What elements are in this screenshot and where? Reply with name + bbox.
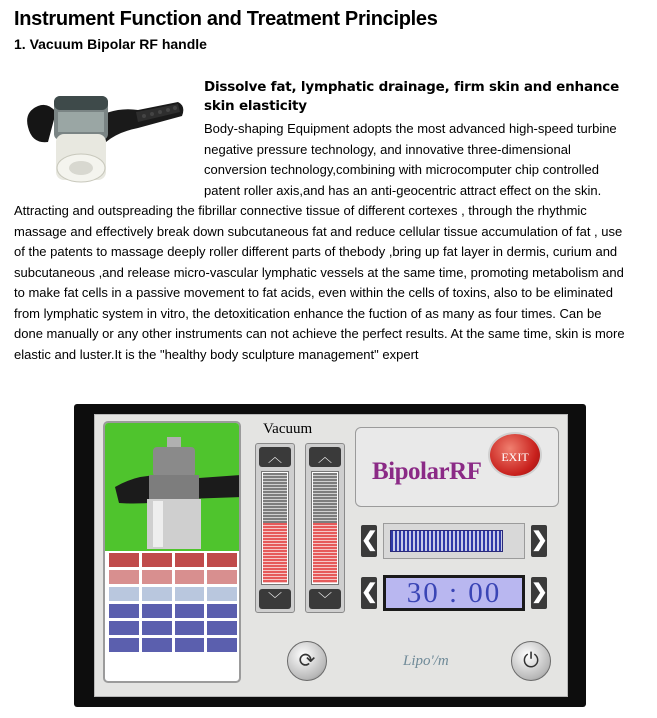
zone-cell[interactable] — [142, 587, 172, 601]
body-line: massage and effectively break down subcutaneous fat and reduce cellular tissue accumulation of fat , use — [14, 223, 623, 239]
level-fill — [263, 523, 287, 584]
page-title: Instrument Function and Treatment Principles — [14, 8, 438, 30]
zone-cell[interactable] — [142, 604, 172, 618]
level-fill — [313, 523, 337, 584]
zone-cell[interactable] — [207, 604, 237, 618]
timer-increase-button[interactable]: ❯ — [531, 577, 547, 609]
zone-grid-row — [109, 621, 237, 635]
body-line: done manually or any other instruments can not achieve the perfect results. At the same time, skin is more — [14, 326, 625, 341]
vacuum-column-right — [305, 443, 345, 613]
touch-screen — [94, 414, 568, 697]
zone-cell[interactable] — [109, 604, 139, 618]
zone-cell[interactable] — [142, 638, 172, 652]
level-empty — [313, 473, 337, 523]
intro-line: negative pressure technology, and innovative three-dimensional — [204, 141, 571, 157]
body-line: of the patents to massage deeply roller different parts of thebody ,bring up fat layer in dermis, curium and — [14, 244, 618, 259]
section-subtitle: 1. Vacuum Bipolar RF handle — [14, 36, 207, 52]
body-line: from lymphatic system in vitro, the detoxitication enhance the fuction of as many as four times. Can be — [14, 305, 602, 321]
timer-display-frame — [383, 575, 525, 611]
zone-grid-row — [109, 638, 237, 652]
zone-cell[interactable] — [109, 553, 139, 567]
vacuum-up-button[interactable]: ︿ — [309, 447, 341, 467]
power-button[interactable] — [511, 641, 551, 681]
vacuum-down-button[interactable]: ﹀ — [259, 589, 291, 609]
zone-cell[interactable] — [207, 587, 237, 601]
intro-paragraph — [204, 119, 649, 201]
zone-cell[interactable] — [175, 604, 205, 618]
body-line: elastic and luster.It is the "healthy body sculpture management" expert — [14, 346, 419, 362]
handle-preview-icon — [105, 431, 241, 553]
refresh-button[interactable] — [287, 641, 327, 681]
vacuum-label: Vacuum — [263, 421, 313, 437]
brand-panel — [355, 427, 559, 507]
vacuum-level-bar — [261, 471, 289, 585]
refresh-icon: ⟳ — [298, 650, 316, 672]
level-empty — [263, 473, 287, 523]
zone-cell[interactable] — [207, 638, 237, 652]
zone-cell[interactable] — [109, 621, 139, 635]
zone-cell[interactable] — [142, 553, 172, 567]
zone-cell[interactable] — [207, 621, 237, 635]
body-line: subcutaneous ,and release micro-vascular lymphatic vessels at the same time, promoting metabolism and — [14, 264, 624, 280]
vacuum-down-button[interactable]: ﹀ — [309, 589, 341, 609]
device-control-screen — [74, 404, 586, 707]
power-icon: ⏻ — [523, 650, 539, 672]
zone-grid-row — [109, 553, 237, 567]
intro-line: conversion technology,combining with microcomputer chip controlled — [204, 162, 600, 177]
zone-cell[interactable] — [175, 570, 205, 584]
vacuum-handle-image — [18, 72, 188, 197]
intensity-slider[interactable] — [383, 523, 525, 559]
timer-display: 30 : 00 — [386, 578, 522, 608]
section-heading: Dissolve fat, lymphatic drainage, firm skin and enhance skin elasticity — [204, 79, 620, 114]
zone-grid-row — [109, 570, 237, 584]
handle-preview-panel — [103, 421, 241, 683]
intro-line: patent roller axis,and has an anti-geocentric attract effect on the skin. — [204, 182, 602, 198]
zone-cell[interactable] — [109, 570, 139, 584]
zone-cell[interactable] — [142, 570, 172, 584]
vacuum-level-bar — [311, 471, 339, 585]
zone-cell[interactable] — [109, 638, 139, 652]
zone-cell[interactable] — [207, 570, 237, 584]
body-line: to make fat cells in a passive movement to fat acids, even within the cells of toxins, also to be eliminated — [14, 285, 614, 300]
zone-cell[interactable] — [109, 587, 139, 601]
exit-button[interactable]: EXIT — [488, 432, 542, 478]
zone-cell[interactable] — [142, 621, 172, 635]
intensity-fill — [390, 530, 503, 552]
brand-title: BipolarRF — [372, 458, 482, 485]
vacuum-up-button[interactable]: ︿ — [259, 447, 291, 467]
intro-line: Body-shaping Equipment adopts the most advanced high-speed turbine — [204, 121, 617, 136]
timer-decrease-button[interactable]: ❮ — [361, 577, 377, 609]
zone-grid — [109, 553, 237, 655]
zone-cell[interactable] — [175, 587, 205, 601]
zone-cell[interactable] — [207, 553, 237, 567]
zone-cell[interactable] — [175, 638, 205, 652]
intensity-control — [361, 519, 547, 563]
zone-grid-row — [109, 604, 237, 618]
vacuum-column-left — [255, 443, 295, 613]
zone-grid-row — [109, 587, 237, 601]
body-line: Attracting and outspreading the fibrillar connective tissue of different cortexes , through the rhythmic — [14, 203, 587, 218]
lipo-logo: Lipo'/m — [403, 653, 449, 669]
zone-cell[interactable] — [175, 553, 205, 567]
intensity-increase-button[interactable]: ❯ — [531, 525, 547, 557]
body-paragraph — [14, 201, 646, 365]
zone-cell[interactable] — [175, 621, 205, 635]
timer-control — [361, 571, 547, 615]
intensity-decrease-button[interactable]: ❮ — [361, 525, 377, 557]
